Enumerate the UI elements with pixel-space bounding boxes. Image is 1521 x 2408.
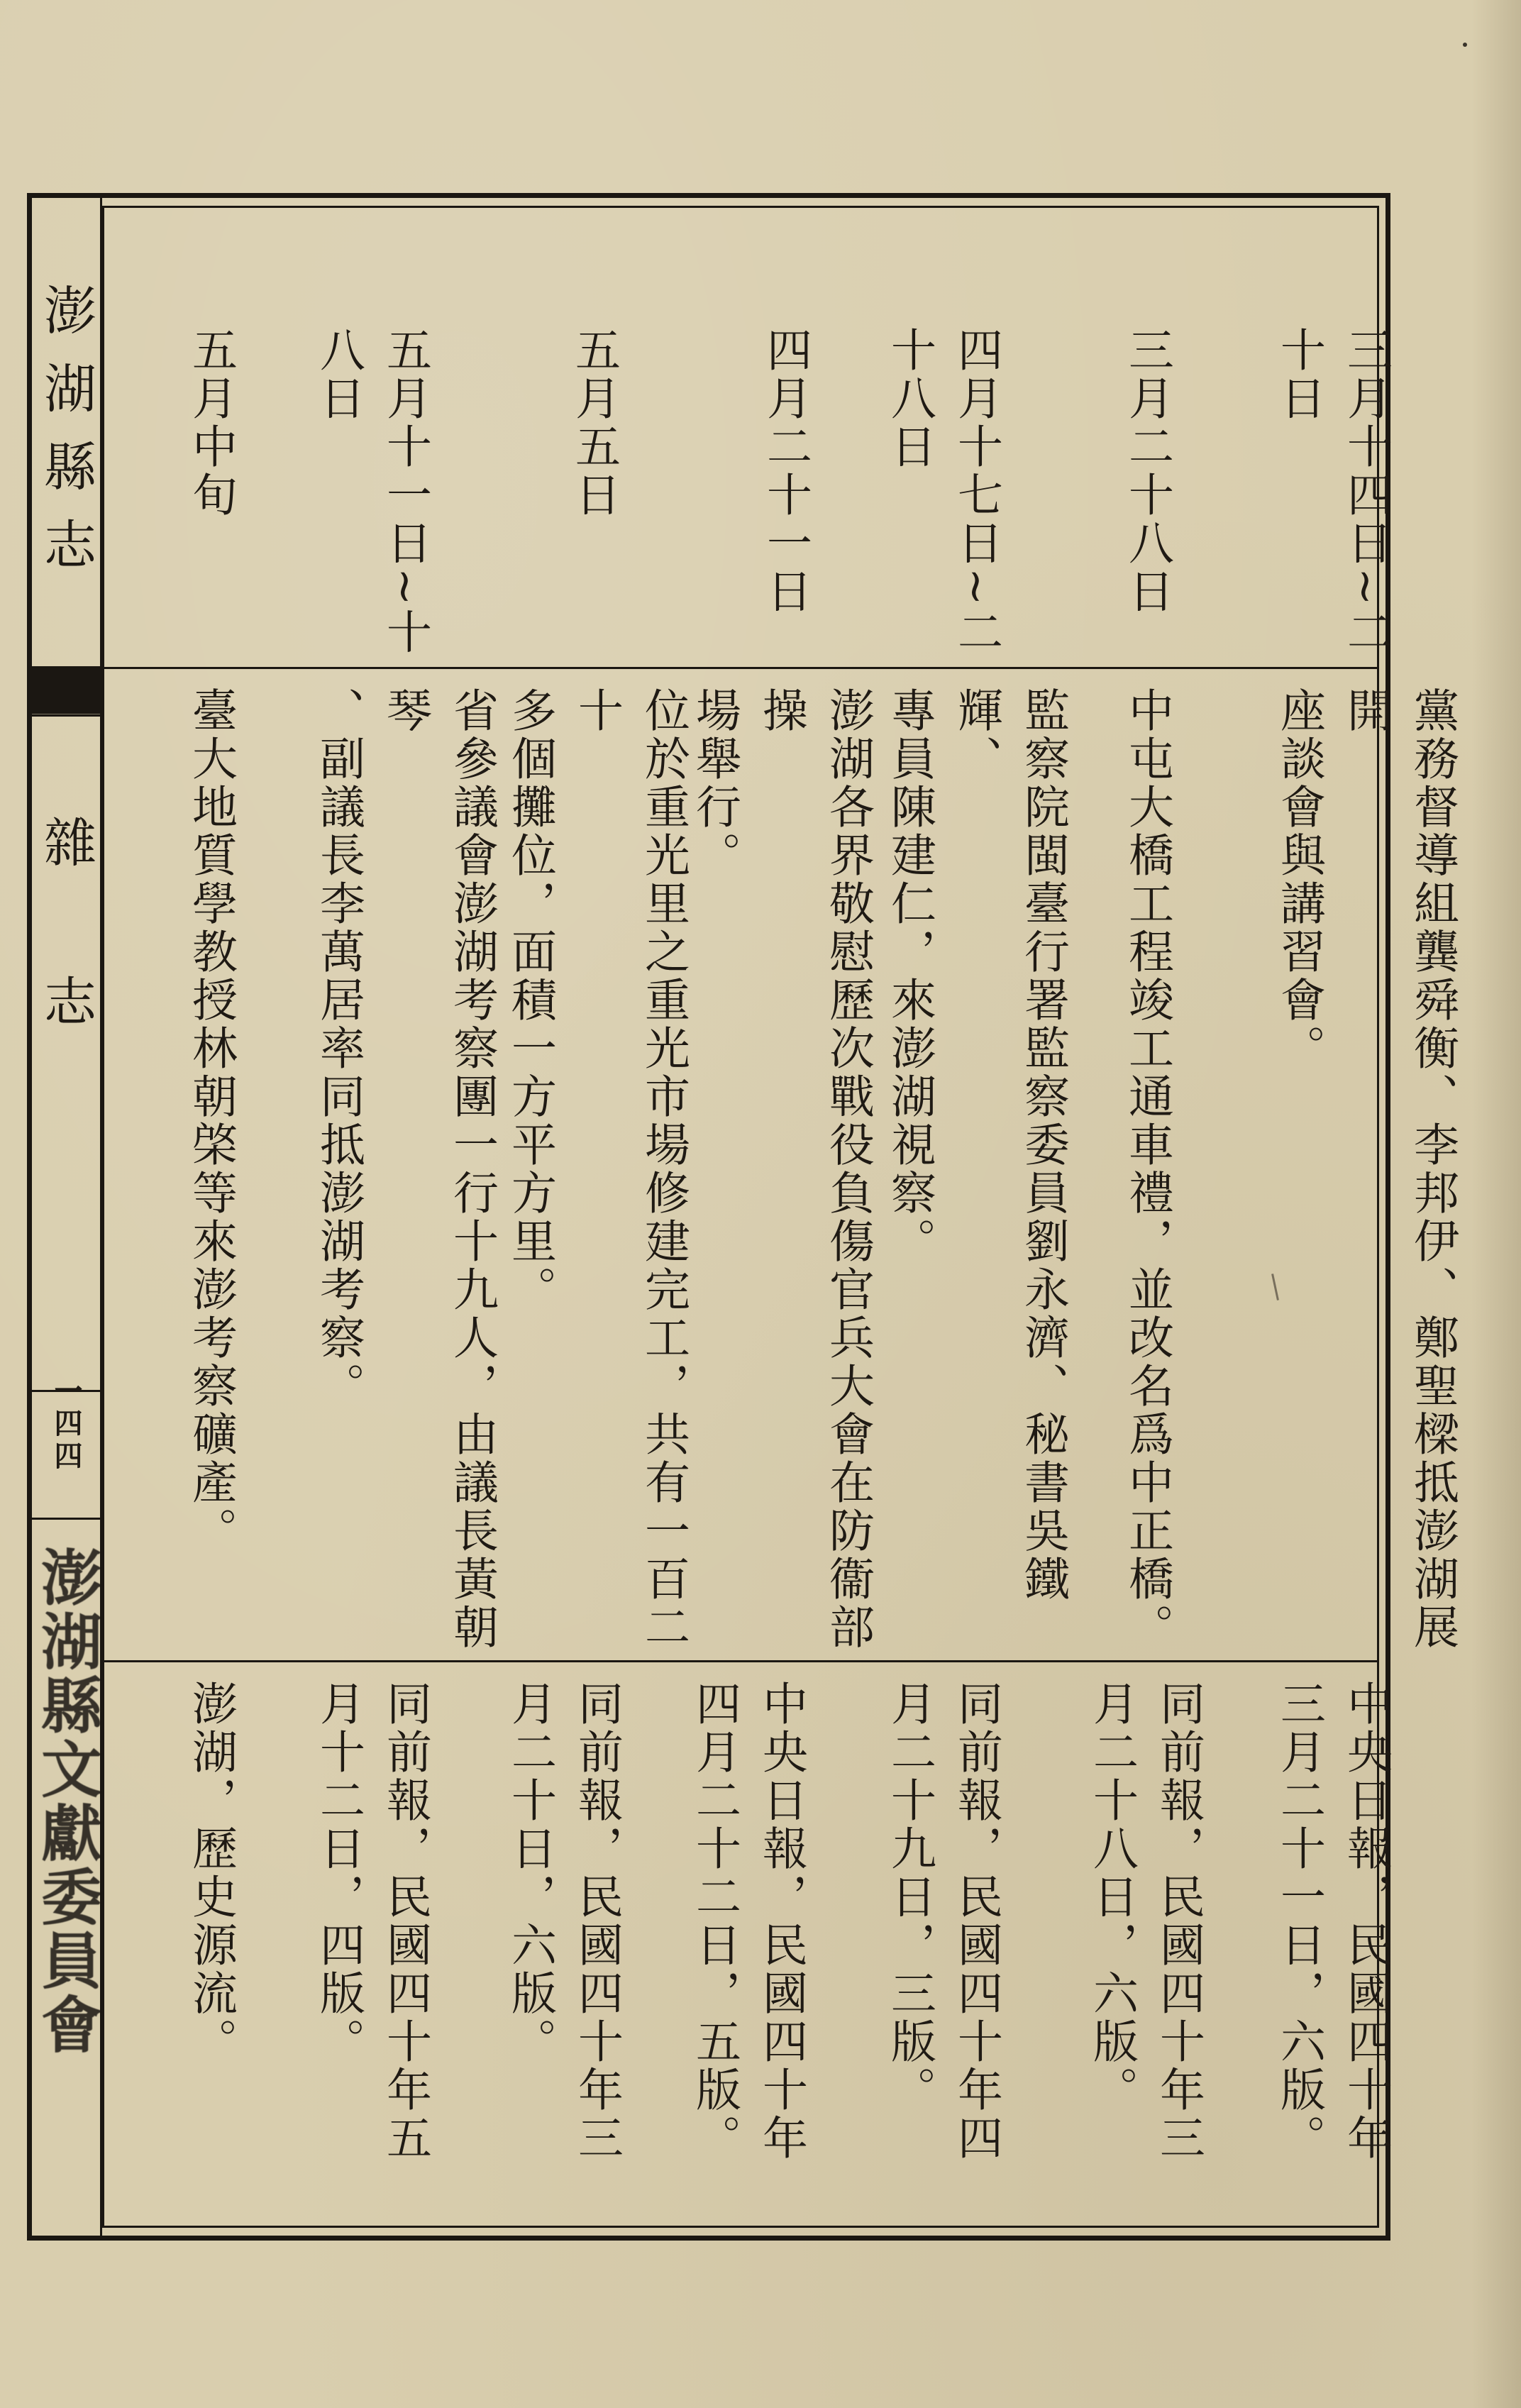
entry-event: 臺大地質學教授林朝棨等來澎考察礦產。: [184, 687, 237, 1555]
entry-source: 同前報，民國四十年三 月二十日，六版。: [504, 1680, 623, 2163]
entry-source: 中央日報，民國四十年 三月二十一日，六版。: [1273, 1680, 1392, 2163]
entry-event: 中屯大橋工程竣工通車禮，並改名爲中正橋。: [1121, 687, 1173, 1652]
entry-date: 五月五日: [568, 326, 620, 519]
paper-speck: [1463, 43, 1467, 47]
page-number: 一四四: [50, 1376, 83, 1474]
entry-event: 省參議會澎湖考察團一行十九人，由議長黃朝琴 、副議長李萬居率同抵澎湖考察。: [312, 687, 498, 1652]
entry-event: 位於重光里之重光市場修建完工，共有一百二十 多個攤位，面積一方平方里。: [504, 687, 690, 1652]
event-source-divider: [104, 1660, 1377, 1662]
entry-date: 五月中旬: [184, 326, 237, 519]
entry-date: 三月十四日~二 十日: [1273, 326, 1392, 657]
entry-date: 五月十一日~十 八日: [312, 326, 431, 657]
book-title: 澎湖縣志: [35, 283, 96, 595]
page-edge-shadow: [1471, 0, 1521, 2408]
entry-source: 同前報，民國四十年四 月二十九日，三版。: [883, 1680, 1002, 2163]
entry-event: 黨務督導組龔舜衡、李邦伊、鄭聖樑抵澎湖展開 座談會與講習會。: [1273, 687, 1459, 1652]
entry-source: 中央日報，民國四十年 四月二十二日，五版。: [688, 1680, 807, 2163]
fishtail-mark: [32, 666, 100, 773]
margin-divider: [32, 1518, 100, 1520]
entry-date: 四月十七日~二 十八日: [883, 326, 1002, 657]
entry-source: 同前報，民國四十年五 月十二日，四版。: [312, 1680, 431, 2163]
margin-column: [32, 198, 102, 2236]
entry-source: 澎湖，歷史源流。: [184, 1680, 237, 2066]
entry-source: 同前報，民國四十年三 月二十八日，六版。: [1085, 1680, 1205, 2163]
publisher-stamp: 澎湖縣文獻委員會: [31, 1546, 102, 2057]
entry-event: 監察院閩臺行署監察委員劉永濟、秘書吳鐵輝、 專員陳建仁，來澎湖視察。: [883, 687, 1069, 1603]
fishtail-line: [32, 714, 100, 717]
date-event-divider: [104, 667, 1377, 669]
entry-event: 澎湖各界敬慰歷次戰役負傷官兵大會在防衞部操 場舉行。: [688, 687, 874, 1652]
entry-date: 三月二十八日: [1121, 326, 1173, 616]
entry-date: 四月二十一日: [759, 326, 812, 616]
section-title: 雜志: [35, 815, 96, 1133]
